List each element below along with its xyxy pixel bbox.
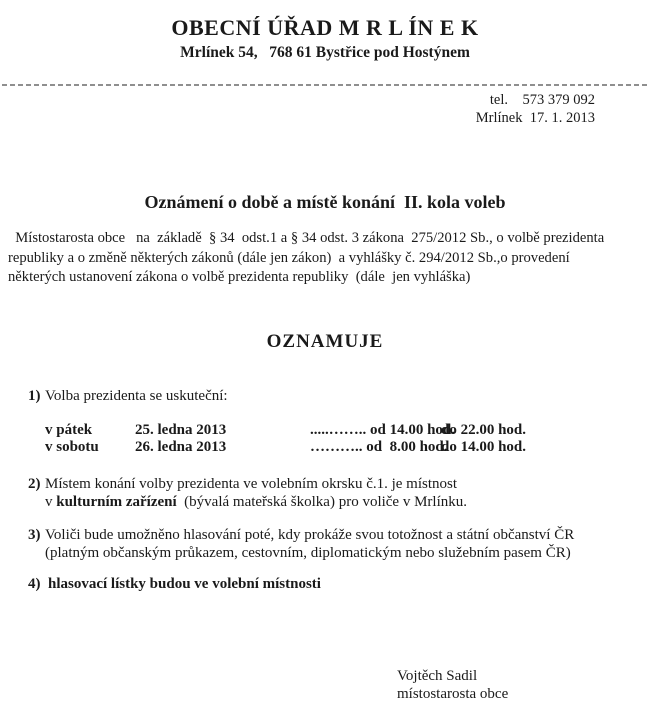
schedule-to-time: do 22.00 hod. bbox=[441, 421, 527, 438]
schedule-row-friday bbox=[45, 422, 650, 440]
schedule-day: v pátek bbox=[45, 421, 93, 438]
schedule-date: 26. ledna 2013 bbox=[135, 439, 227, 455]
item-2-number: 2) bbox=[28, 475, 41, 492]
intro-line: některých ustanovení zákona o volbě prezidenta republiky (dále jen vyhláška) bbox=[8, 269, 471, 285]
schedule-to-time: do 14.00 hod. bbox=[441, 439, 527, 455]
item-2-line2 bbox=[45, 493, 467, 511]
signature-name: Vojtěch Sadil bbox=[397, 667, 478, 684]
signature-role: místostarosta obce bbox=[397, 685, 509, 702]
schedule-row-saturday bbox=[45, 439, 650, 457]
item-3 bbox=[0, 526, 650, 562]
signature-block bbox=[397, 667, 650, 703]
intro-paragraph bbox=[0, 229, 650, 288]
voting-schedule bbox=[0, 422, 650, 457]
schedule-date: 25. ledna 2013 bbox=[135, 421, 227, 438]
document-title: Oznámení o době a místě konání II. kola voleb bbox=[144, 192, 506, 212]
item-2-line2-bold: kulturním zařízení bbox=[56, 493, 177, 510]
item-2-text bbox=[45, 475, 467, 511]
item-2-line2-suffix: (bývalá mateřská školka) pro voliče v Mrlínku. bbox=[176, 493, 468, 510]
item-4 bbox=[0, 575, 650, 593]
dashed-divider bbox=[2, 84, 648, 86]
contact-block bbox=[0, 91, 650, 127]
item-4-text: hlasovací lístky budou ve volební místnosti bbox=[48, 575, 321, 592]
item-3-line2: (platným občanským průkazem, cestovním, diplomatickým nebo služebním pasem ČR) bbox=[45, 544, 571, 561]
item-1-number: 1) bbox=[28, 387, 41, 404]
item-1-text: Volba prezidenta se uskuteční: bbox=[45, 387, 228, 404]
item-3-number: 3) bbox=[28, 526, 41, 543]
item-3-line1: Voliči bude umožněno hlasování poté, kdy prokáže svou totožnost a státní občanství ČR bbox=[45, 526, 575, 543]
office-address: Mrlínek 54, 768 61 Bystřice pod Hostýnem bbox=[180, 44, 470, 61]
place-date-line: Mrlínek 17. 1. 2013 bbox=[475, 110, 595, 126]
item-2-line2-prefix: v bbox=[45, 493, 57, 510]
item-2-line1: Místem konání volby prezidenta ve volebním okrsku č.1. je místnost bbox=[45, 475, 458, 492]
schedule-from-time: ……….. od 8.00 hod. bbox=[310, 439, 448, 455]
item-1 bbox=[0, 387, 650, 405]
schedule-day: v sobotu bbox=[45, 439, 99, 455]
intro-line: republiky a o změně některých zákonů (dále jen zákon) a vyhlášky č. 294/2012 Sb.,o provedení bbox=[8, 249, 570, 266]
announce-heading: OZNAMUJE bbox=[266, 330, 384, 352]
item-4-number: 4) bbox=[28, 575, 41, 592]
telephone-line: tel. 573 379 092 bbox=[489, 92, 595, 108]
item-3-text bbox=[45, 526, 574, 562]
intro-line: Místostarosta obce na základě § 34 odst.1 a § 34 odst. 3 zákona 275/2012 Sb., o volbě prezidenta bbox=[8, 230, 605, 246]
item-2 bbox=[0, 475, 650, 511]
schedule-from-time: .....…….. od 14.00 hod. bbox=[310, 421, 456, 438]
office-name: OBECNÍ ÚŘAD M R L ÍN E K bbox=[171, 15, 479, 40]
